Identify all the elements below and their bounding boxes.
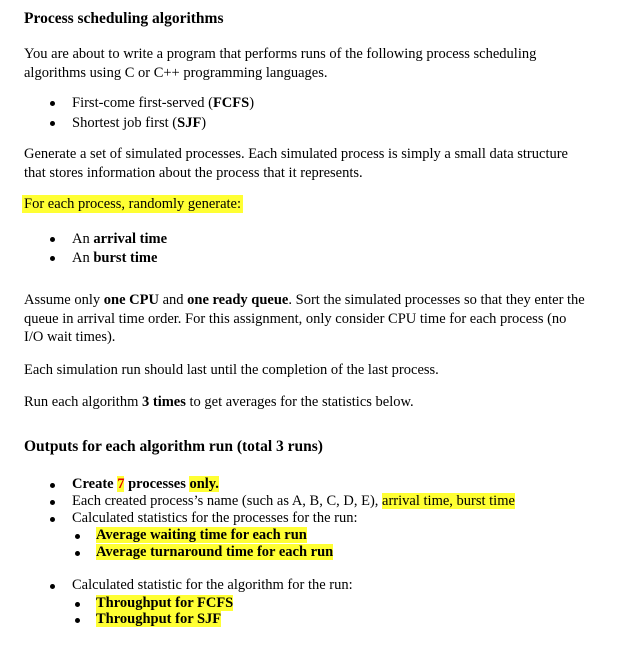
sub-bullet-dot — [75, 551, 80, 556]
intro-line-2: algorithms using C or C++ programming languages. — [24, 65, 328, 81]
sub-bullet-dot — [75, 602, 80, 607]
assume-line-2: queue in arrival time order. For this assignment, only consider CPU time for each process (no — [24, 311, 567, 327]
output-item-calc-stats: Calculated statistics for the processes for the run: — [72, 510, 358, 526]
bullet-dot — [50, 517, 55, 522]
simulation-run-text: Each simulation run should last until the completion of the last process. — [24, 362, 439, 378]
bullet-dot — [50, 237, 55, 242]
output-item-names: Each created process’s name (such as A, B, C, D, E), arrival time, burst time — [72, 493, 515, 509]
generate-line-1: Generate a set of simulated processes. Each simulated process is simply a small data structure — [24, 146, 568, 162]
bullet-dot — [50, 256, 55, 261]
bullet-dot — [50, 500, 55, 505]
algorithm-item-sjf: Shortest job first (SJF) — [72, 115, 207, 131]
intro-line-1: You are about to write a program that performs runs of the following process scheduling — [24, 46, 537, 62]
sub-bullet-dot — [75, 618, 80, 623]
random-item-burst: An burst time — [72, 250, 158, 266]
algorithm-item-fcfs: First-come first-served (FCFS) — [72, 95, 255, 111]
random-item-arrival: An arrival time — [72, 231, 168, 247]
bullet-dot — [50, 101, 55, 106]
sub-bullet-dot — [75, 534, 80, 539]
outputs-heading: Outputs for each algorithm run (total 3 runs) — [24, 438, 323, 455]
stat-avg-turnaround: Average turnaround time for each run — [96, 544, 334, 560]
page-title: Process scheduling algorithms — [24, 10, 224, 27]
output-item-calc-alg: Calculated statistic for the algorithm for the run: — [72, 577, 353, 593]
bullet-dot — [50, 584, 55, 589]
bullet-dot — [50, 121, 55, 126]
assume-line-1: Assume only one CPU and one ready queue. Sort the simulated processes so that they enter the — [24, 292, 585, 308]
throughput-sjf: Throughput for SJF — [96, 611, 222, 627]
throughput-fcfs: Throughput for FCFS — [96, 595, 234, 611]
generate-line-2: that stores information about the process that it represents. — [24, 165, 363, 181]
stat-avg-waiting: Average waiting time for each run — [96, 527, 307, 543]
bullet-dot — [50, 483, 55, 488]
random-generate-heading: For each process, randomly generate: — [24, 196, 242, 212]
assume-line-3: I/O wait times). — [24, 329, 116, 345]
run-each-text: Run each algorithm 3 times to get averages for the statistics below. — [24, 394, 414, 410]
output-item-create: Create 7 processes only. — [72, 476, 219, 492]
